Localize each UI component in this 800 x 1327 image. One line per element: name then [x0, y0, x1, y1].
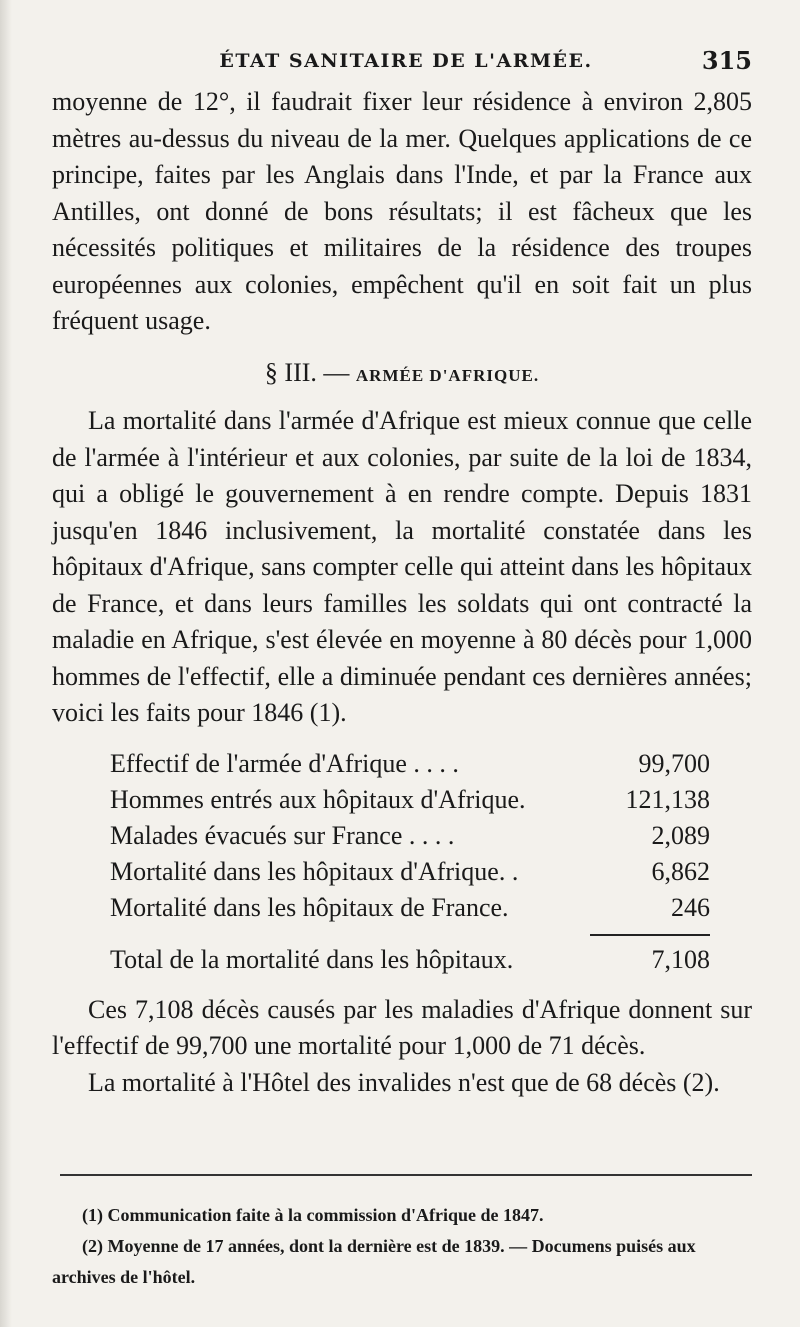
page-edge-shadow: [0, 0, 12, 1327]
sum-rule: [590, 934, 710, 936]
paragraph-rate: Ces 7,108 décès causés par les maladies d'Afrique donnent sur l'effectif de 99,700 une mortalité pour 1,000 de 71 décès.: [52, 994, 752, 1060]
row-label: Effectif de l'armée d'Afrique . . . .: [110, 748, 459, 778]
total-value: 7,108: [651, 944, 710, 974]
row-label: Hommes entrés aux hôpitaux d'Afrique.: [110, 784, 526, 814]
table-row: [110, 818, 710, 854]
mortality-table: [110, 746, 710, 978]
table-row: [110, 782, 710, 818]
paragraph-continuation: moyenne de 12°, il faudrait fixer leur résidence à environ 2,805 mètres au-dessus du niveau de la mer. Quelques applications de ce principe, faites par les Anglais dans l'Inde, et par la France aux Antilles, ont donné de bons résultats; il est fâcheux que les nécessités politiques et militaires de la résidence des troupes européennes aux colonies, empêchent qu'il en soit fait un plus fréquent usage.: [52, 87, 752, 335]
body-text: [52, 84, 752, 1101]
paragraph-mortality-africa: La mortalité dans l'armée d'Afrique est mieux connue que celle de l'armée à l'intérieur et aux colonies, par suite de la loi de 1834, qui a obligé le gouvernement à en rendre compte. Depuis 1831 jusqu'en 1846 inclusivement, la mortalité constatée dans les hôpitaux d'Afrique, sans compter celle qui atteint dans les hôpitaux de France, et dans leurs familles les soldats qui ont contracté la maladie en Afrique, s'est élevée en moyenne à 80 décès pour 1,000 hommes de l'effectif, elle a diminuée pendant ces dernières années; voici les faits pour 1846 (1).: [52, 406, 752, 727]
page-number: 315: [701, 46, 752, 75]
section-heading: [52, 355, 752, 395]
row-value: 6,862: [651, 856, 710, 886]
running-title: ÉTAT SANITAIRE DE L'ARMÉE.: [219, 50, 593, 72]
row-label: Mortalité dans les hôpitaux d'Afrique. .: [110, 856, 519, 886]
footnote-1: (1) Communication faite à la commission d'Afrique de 1847.: [82, 1205, 544, 1225]
table-row: [110, 854, 710, 890]
row-value: 121,138: [625, 784, 710, 814]
row-label: Mortalité dans les hôpitaux de France.: [110, 892, 509, 922]
total-label: Total de la mortalité dans les hôpitaux.: [110, 944, 514, 974]
table-total-row: [110, 942, 710, 978]
section-number: § III. —: [264, 357, 356, 387]
table-row: [110, 890, 710, 926]
row-value: 99,700: [638, 748, 710, 778]
table-row: [110, 746, 710, 782]
footnote-2: (2) Moyenne de 17 années, dont la dernière est de 1839. — Documens puisés aux archives de l'hôtel.: [52, 1236, 696, 1287]
section-title: ARMÉE D'AFRIQUE.: [355, 365, 540, 385]
row-label: Malades évacués sur France . . . .: [110, 820, 455, 850]
footnotes: [52, 1200, 752, 1293]
row-value: 2,089: [651, 820, 710, 850]
paragraph-invalides: La mortalité à l'Hôtel des invalides n'est que de 68 décès (2).: [88, 1067, 720, 1097]
footnote-rule: [60, 1174, 752, 1176]
row-value: 246: [671, 892, 710, 922]
page-header: [60, 46, 752, 76]
